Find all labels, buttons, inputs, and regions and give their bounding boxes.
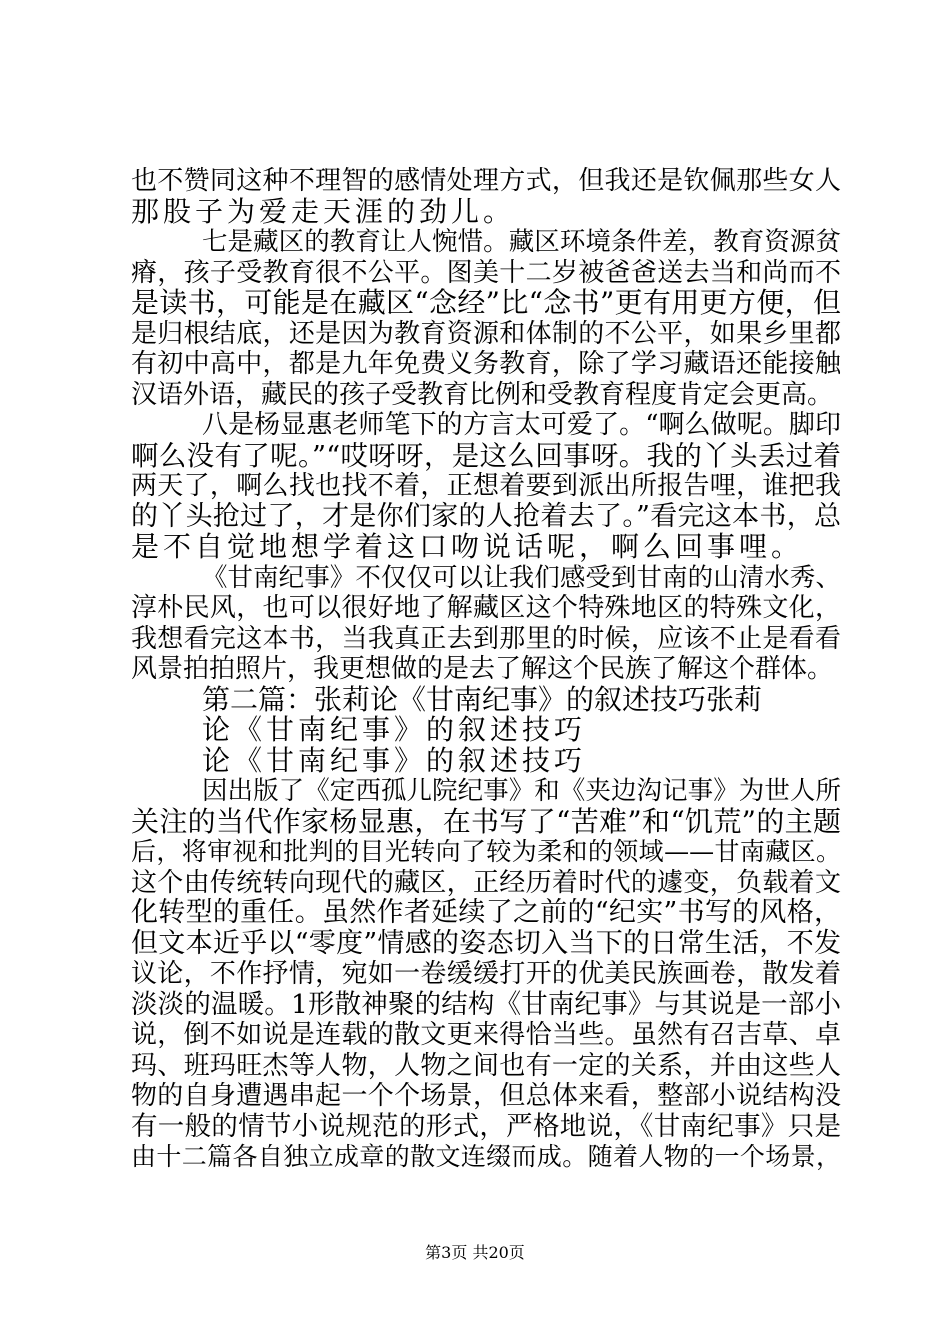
text-line: 物的自身遭遇串起一个个场景，但总体来看，整部小说结构没: [131, 1081, 841, 1111]
text-line: 这个由传统转向现代的藏区，正经历着时代的遽变，负载着文: [131, 867, 841, 898]
text-line: 论《甘南纪事》的叙述技巧: [202, 713, 587, 746]
text-line: 两天了，啊么找也找不着，正想着要到派出所报告哩，谁把我: [131, 471, 841, 501]
text-line: 因出版了《定西孤儿院纪事》和《夹边沟记事》为世人所: [202, 776, 841, 806]
text-line: 由十二篇各自独立成章的散文连缀而成。随着人物的一个场景，: [131, 1142, 841, 1171]
text-line: 啊么没有了呢。”“哎呀呀，是这么回事呀。我的丫头丢过着: [131, 439, 841, 472]
text-line: 关注的当代作家杨显惠，在书写了“苦难”和“饥荒”的主题: [131, 804, 841, 838]
text-line: 淳朴民风，也可以很好地了解藏区这个特殊地区的特殊文化，: [131, 593, 841, 623]
text-line: 化转型的重任。虽然作者延续了之前的“纪实”书写的风格，: [131, 897, 841, 928]
paragraph: [131, 227, 841, 410]
paragraph: [131, 743, 841, 777]
text-line: 是读书，可能是在藏区“念经”比“念书”更有用更方便，但: [131, 286, 841, 319]
page-footer: 第3页 共20页: [425, 1243, 525, 1262]
paragraph: [131, 715, 841, 746]
text-line: 瘠，孩子受教育很不公平。图美十二岁被爸爸送去当和尚而不: [131, 257, 841, 288]
text-line: 第二篇：张莉论《甘南纪事》的叙述技巧张莉: [202, 682, 763, 716]
paragraph: [131, 776, 841, 1173]
text-line: 是归根结底，还是因为教育资源和体制的不公平，如果乡里都: [131, 318, 841, 349]
paragraph: [131, 682, 841, 716]
paragraph: [131, 166, 841, 227]
text-line: 是不自觉地想学着这口吻说话呢，啊么回事哩。: [131, 530, 804, 563]
text-line: 也不赞同这种不理智的感情处理方式，但我还是钦佩那些女人: [131, 166, 841, 196]
text-line: 有初中高中，都是九年免费义务教育，除了学习藏语还能接触: [131, 349, 841, 379]
paragraph: [131, 563, 841, 685]
text-line: 玛、班玛旺杰等人物，人物之间也有一定的关系，并由这些人: [131, 1050, 841, 1081]
document-body: [131, 166, 841, 1173]
text-line: 有一般的情节小说规范的形式，严格地说，《甘南纪事》只是: [131, 1110, 841, 1142]
text-line: 《甘南纪事》不仅仅可以让我们感受到甘南的山清水秀、: [202, 562, 841, 593]
text-line: 淡淡的温暖。1形散神聚的结构《甘南纪事》与其说是一部小: [131, 988, 841, 1020]
text-line: 汉语外语，藏民的孩子受教育比例和受教育程度肯定会更高。: [131, 379, 834, 410]
text-line: 但文本近乎以“零度”情感的姿态切入当下的日常生活，不发: [131, 927, 841, 959]
text-line: 议论，不作抒情，宛如一卷缓缓打开的优美民族画卷，散发着: [131, 959, 841, 989]
text-line: 风景拍拍照片，我更想做的是去了解这个民族了解这个群体。: [131, 654, 834, 684]
text-line: 那股子为爱走天涯的劲儿。: [131, 194, 516, 228]
text-line: 的丫头抢过了，才是你们家的人抢着去了。”看完这本书，总: [131, 500, 841, 532]
text-line: 七是藏区的教育让人惋惜。藏区环境条件差，教育资源贫: [202, 227, 841, 257]
text-line: 八是杨显惠老师笔下的方言太可爱了。“啊么做呢。脚印: [202, 410, 841, 440]
text-line: 后，将审视和批判的目光转向了较为柔和的领域——甘南藏区。: [131, 837, 841, 866]
text-line: 说，倒不如说是连载的散文更来得恰当些。虽然有召吉草、卓: [131, 1020, 841, 1050]
text-line: 论《甘南纪事》的叙述技巧: [202, 743, 587, 777]
text-line: 我想看完这本书，当我真正去到那里的时候，应该不止是看看: [131, 623, 841, 654]
paragraph: [131, 410, 841, 563]
